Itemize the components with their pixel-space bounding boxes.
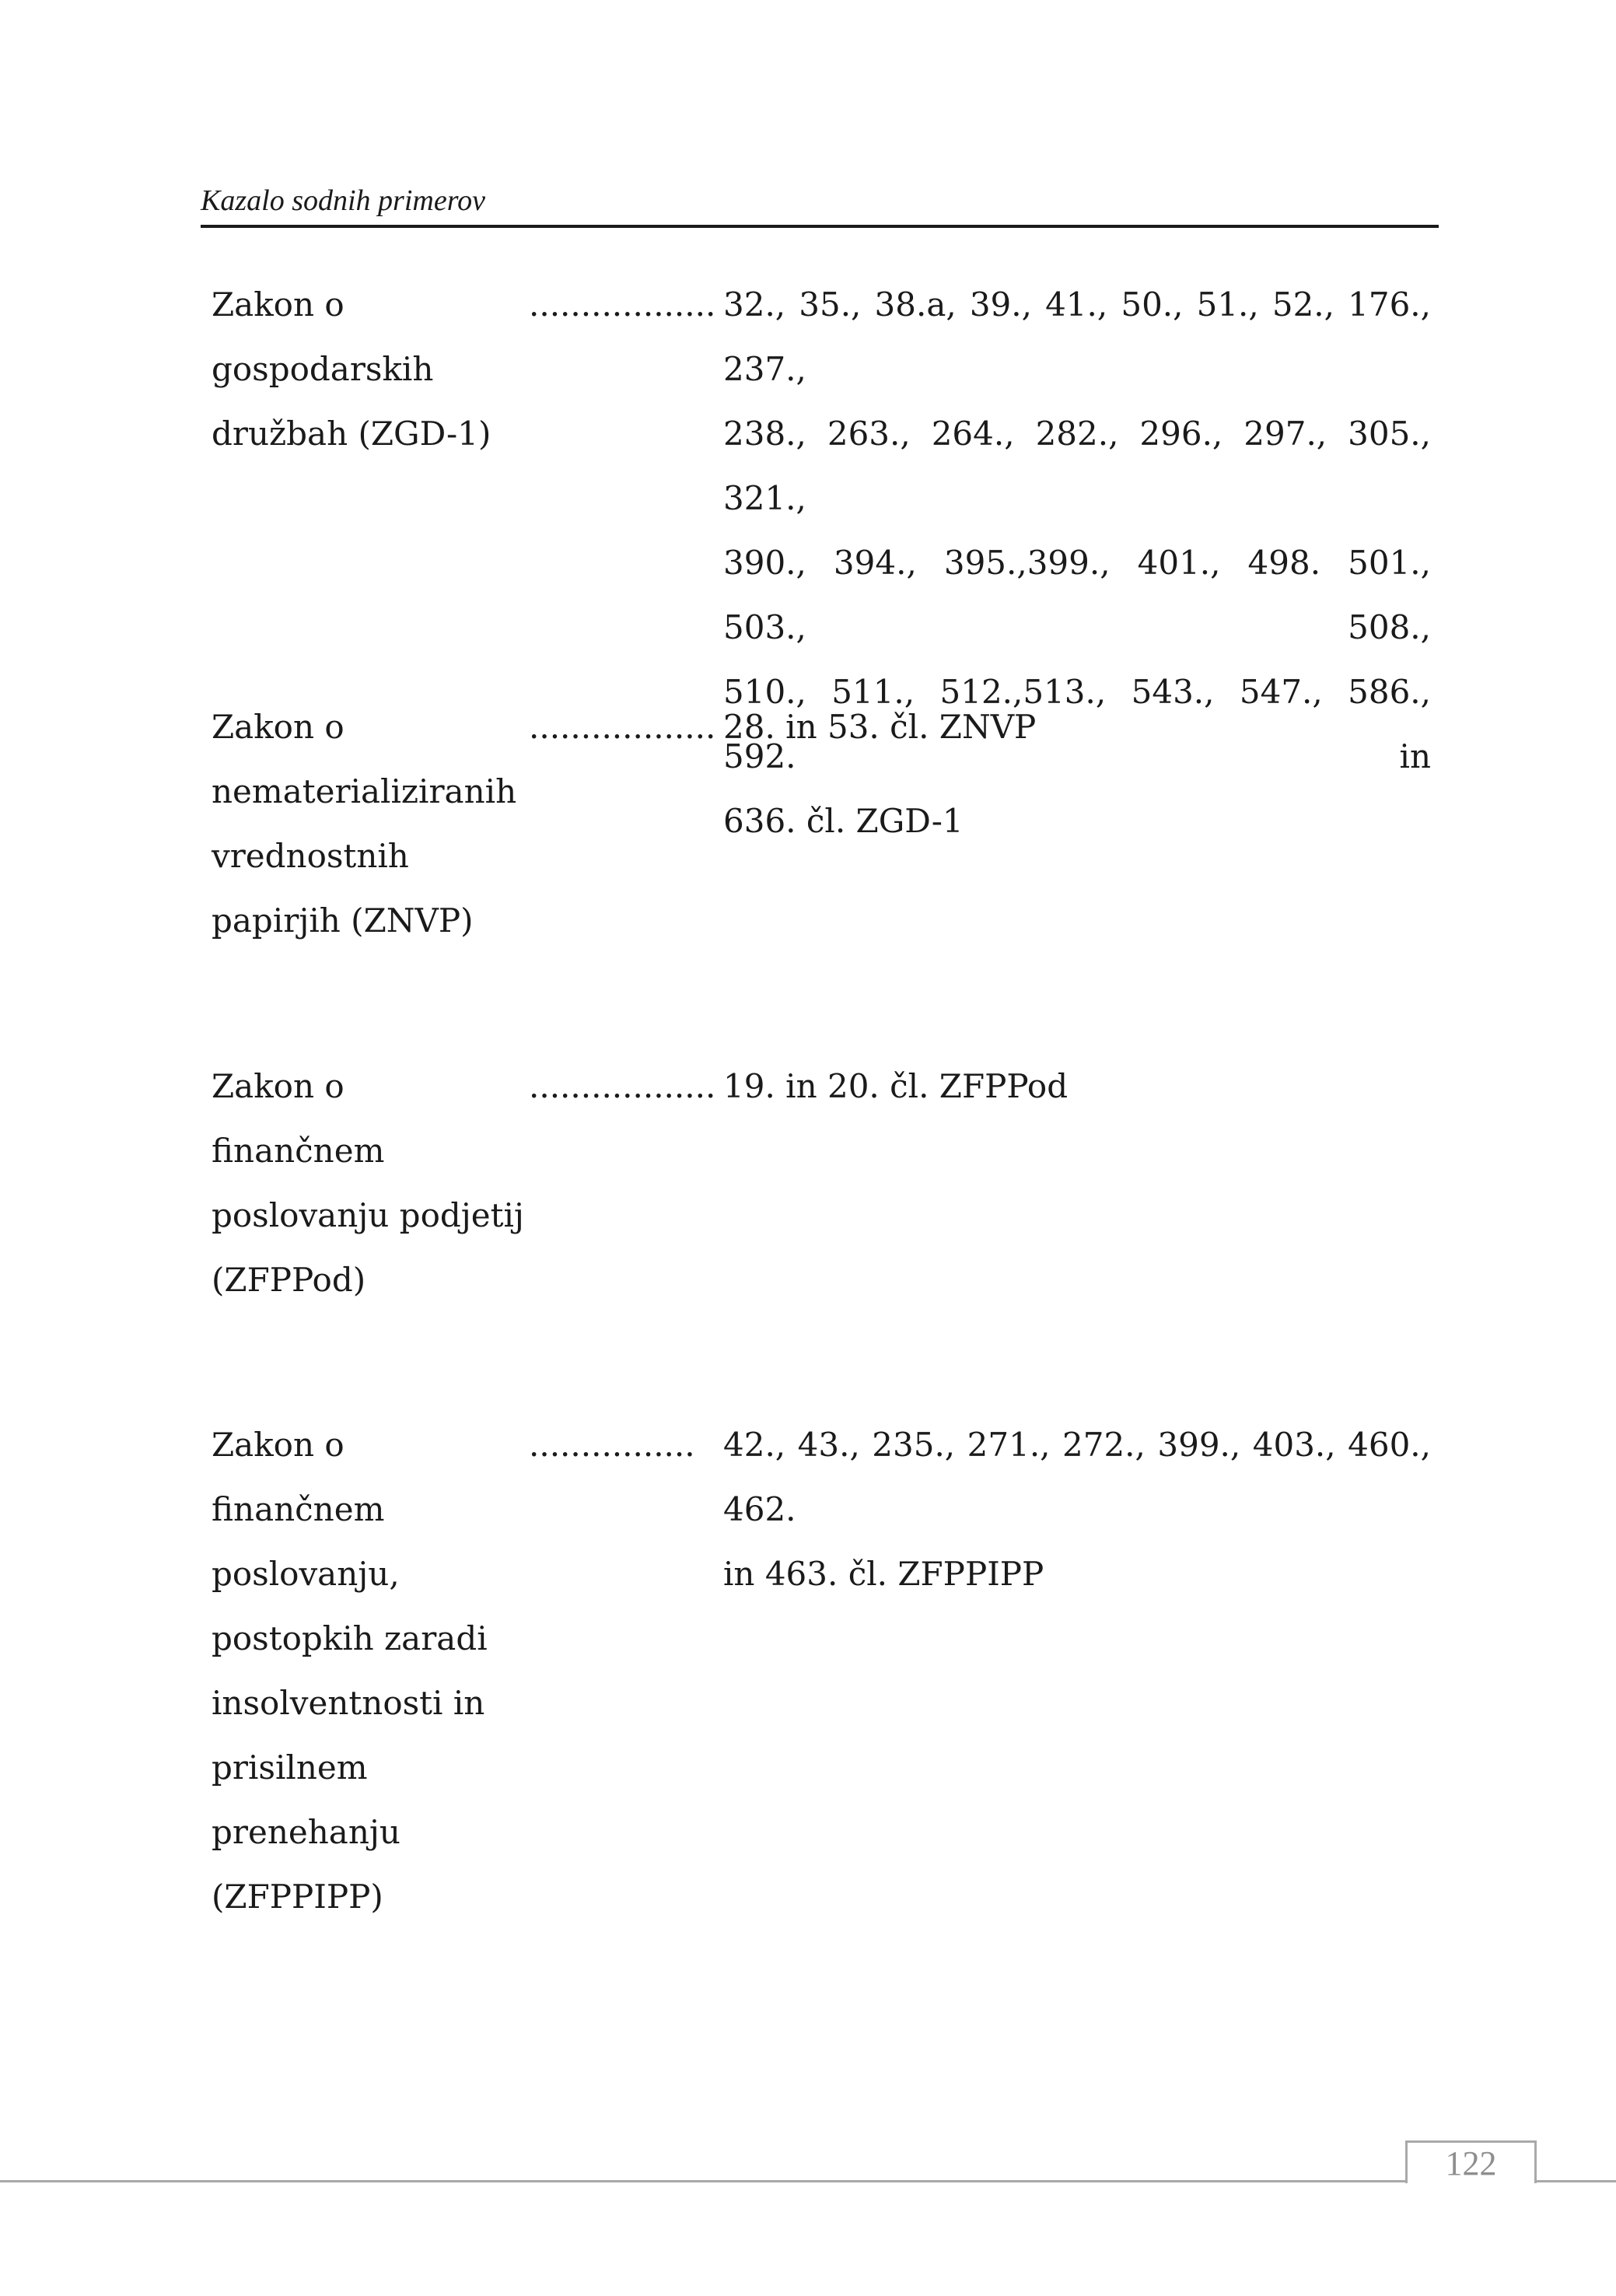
reference-line: 19. in 20. čl. ZFPPod bbox=[723, 1067, 1069, 1105]
entry-references bbox=[723, 1412, 1431, 1606]
reference-line: 510., 511., 512.,513., 543., 547., 586., 592. in bbox=[723, 673, 1431, 775]
entry-term bbox=[212, 1054, 538, 1312]
reference-line: 390., 394., 395.,399., 401., 498. 501., 503., 508., bbox=[723, 544, 1431, 646]
term-line: (ZFPPIPP) bbox=[212, 1878, 383, 1916]
term-line: nematerializiranih bbox=[212, 772, 517, 810]
term-line: vrednostnih bbox=[212, 837, 409, 875]
reference-line: 238., 263., 264., 282., 296., 297., 305., 321., bbox=[723, 415, 1431, 517]
term-line: prisilnem bbox=[212, 1748, 368, 1787]
reference-line: 42., 43., 235., 271., 272., 399., 403., 460., 462. bbox=[723, 1426, 1431, 1528]
reference-line: 32., 35., 38.a, 39., 41., 50., 51., 52., 176., 237., bbox=[723, 285, 1431, 388]
term-line: finančnem bbox=[212, 1132, 385, 1170]
term-line: insolventnosti in bbox=[212, 1684, 485, 1722]
term-line: (ZFPPod) bbox=[212, 1261, 366, 1299]
term-line: poslovanju, bbox=[212, 1555, 400, 1593]
term-line: družbah (ZGD-1) bbox=[212, 415, 491, 453]
dot-leader: .................. bbox=[529, 708, 716, 746]
running-header: Kazalo sodnih primerov bbox=[201, 184, 485, 217]
term-line: gospodarskih bbox=[212, 350, 434, 388]
term-line: Zakon o bbox=[212, 1067, 345, 1105]
term-line: prenehanju bbox=[212, 1813, 401, 1851]
term-line: papirjih (ZNVP) bbox=[212, 901, 474, 940]
entry-term bbox=[212, 272, 538, 466]
reference-line: 28. in 53. čl. ZNVP bbox=[723, 708, 1037, 746]
entry-references bbox=[723, 1054, 1431, 1118]
dot-leader: .................. bbox=[529, 285, 716, 324]
reference-line: 636. čl. ZGD-1 bbox=[723, 802, 964, 840]
entry-references bbox=[723, 272, 1431, 853]
page-number: 122 bbox=[1445, 2144, 1497, 2182]
entry-term bbox=[212, 1412, 538, 1929]
entry-term bbox=[212, 695, 538, 953]
header-rule bbox=[201, 225, 1439, 228]
term-line: Zakon o bbox=[212, 708, 345, 746]
reference-line: in 463. čl. ZFPPIPP bbox=[723, 1555, 1044, 1593]
term-line: finančnem bbox=[212, 1490, 385, 1528]
term-line: postopkih zaradi bbox=[212, 1619, 488, 1657]
dot-leader: .................. bbox=[529, 1067, 716, 1105]
term-line: Zakon o bbox=[212, 1426, 345, 1464]
term-line: Zakon o bbox=[212, 285, 345, 324]
footer-rule-right bbox=[1534, 2180, 1616, 2182]
dot-leader: ................ bbox=[529, 1426, 695, 1464]
entry-references bbox=[723, 695, 1431, 759]
footer-rule-left bbox=[0, 2180, 1406, 2182]
term-line: poslovanju podjetij bbox=[212, 1196, 524, 1234]
